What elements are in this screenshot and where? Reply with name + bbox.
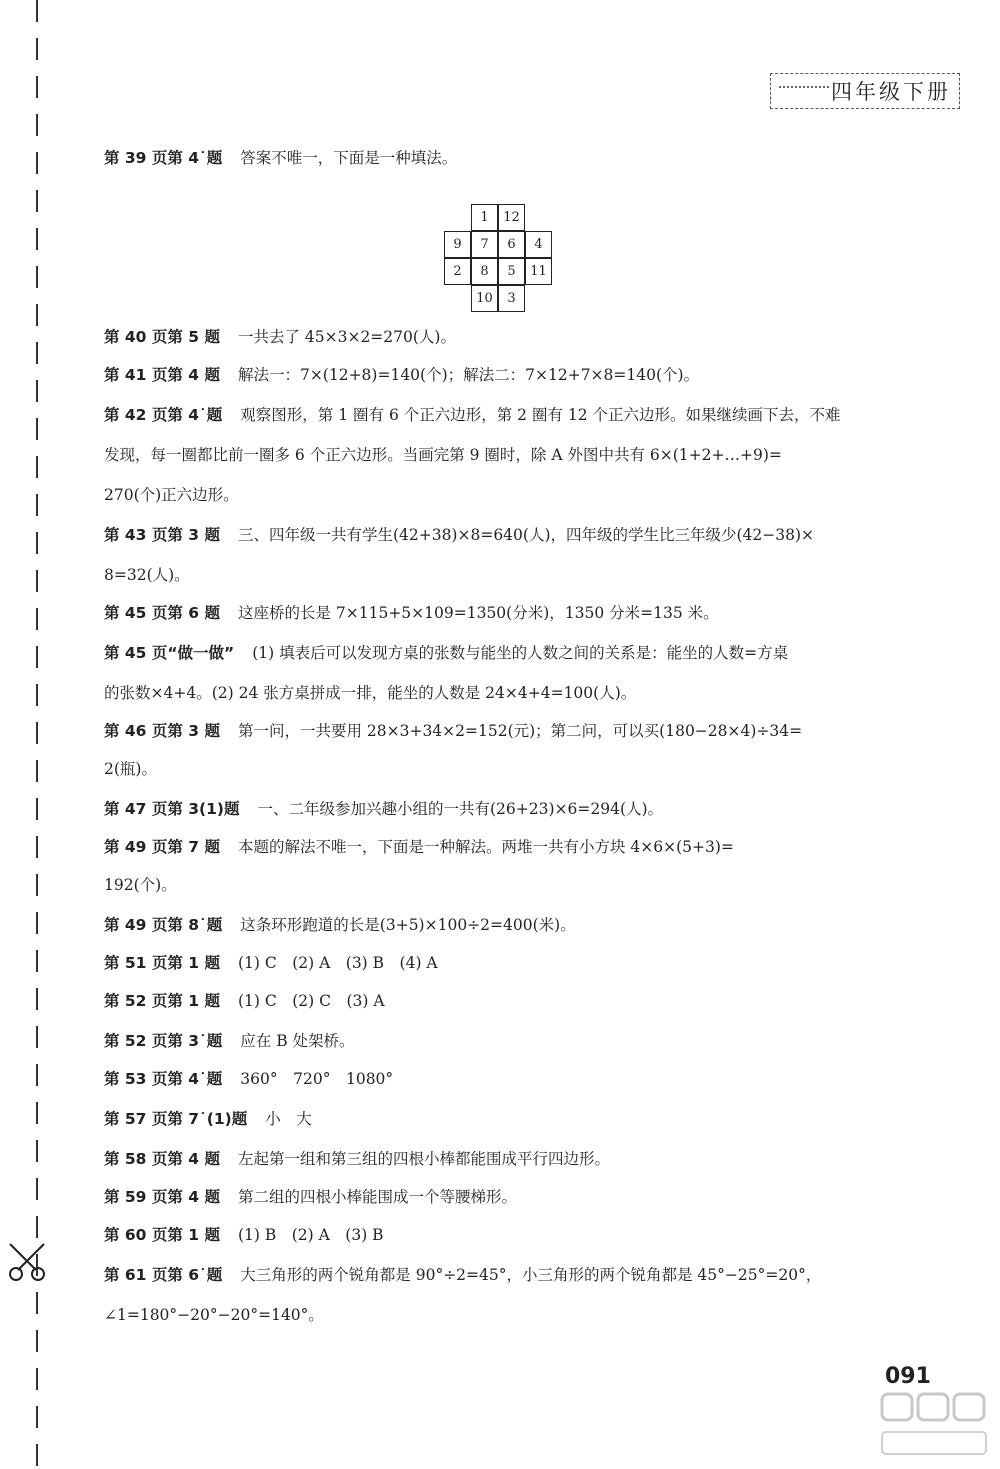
item-label: 第 40 页第 5 题 xyxy=(104,328,220,346)
item-text: 一共去了 45×3×2=270(人)。 xyxy=(237,328,456,346)
item-text: 第二组的四根小棒能围成一个等腰梯形。 xyxy=(237,1188,517,1206)
item-text: 本题的解法不唯一，下面是一种解法。两堆一共有小方块 4×6×(5+3)= xyxy=(237,838,734,856)
page-number: 091 xyxy=(885,1364,931,1389)
answer-item xyxy=(104,1265,904,1285)
item-label: 第 52 页第 3˙题 xyxy=(104,1032,223,1050)
answer-item xyxy=(104,915,904,935)
answer-item xyxy=(104,603,904,623)
item-text-continued: 8=32(人)。 xyxy=(104,566,190,584)
item-text: 第一问，一共要用 28×3+34×2=152(元)；第二问，可以买(180−28×4)÷34= xyxy=(237,722,803,740)
item-label: 第 59 页第 4 题 xyxy=(104,1188,220,1206)
grid-cell: 7 xyxy=(471,231,498,258)
item-text-continued: 192(个)。 xyxy=(104,876,177,894)
item-label: 第 53 页第 4˙题 xyxy=(104,1070,223,1088)
grade-header xyxy=(770,73,960,109)
answer-item xyxy=(104,1225,904,1245)
grid-cell: 3 xyxy=(498,285,525,312)
answer-item xyxy=(104,991,904,1011)
item-label: 第 49 页第 7 题 xyxy=(104,838,220,856)
answer-item xyxy=(104,837,904,857)
item-text: 答案不唯一，下面是一种填法。 xyxy=(240,149,458,167)
item-label: 第 42 页第 4˙题 xyxy=(104,406,223,424)
item-text: 这条环形跑道的长是(3+5)×100÷2=400(米)。 xyxy=(240,916,576,934)
item-label: 第 43 页第 3 题 xyxy=(104,526,220,544)
header-title: 四年级下册 xyxy=(831,80,951,104)
item-text: (1) C (2) C (3) A xyxy=(237,992,385,1010)
grid-cell: 4 xyxy=(525,231,552,258)
number-grid xyxy=(444,204,552,312)
item-text: 解法一：7×(12+8)=140(个)；解法二：7×12+7×8=140(个)。 xyxy=(237,366,700,384)
grid-cell: 11 xyxy=(525,258,552,285)
grid-cell: 8 xyxy=(471,258,498,285)
header-dots xyxy=(779,86,829,88)
scissors-icon xyxy=(6,1240,48,1282)
item-text: 360° 720° 1080° xyxy=(240,1070,394,1088)
item-text: 小 大 xyxy=(265,1110,312,1128)
answer-item xyxy=(104,1149,904,1169)
item-label: 第 46 页第 3 题 xyxy=(104,722,220,740)
item-label: 第 57 页第 7˙(1)题 xyxy=(104,1110,248,1128)
answer-item xyxy=(104,525,904,545)
item-label: 第 41 页第 4 题 xyxy=(104,366,220,384)
item-text: 应在 B 处架桥。 xyxy=(240,1032,355,1050)
item-label: 第 58 页第 4 题 xyxy=(104,1150,220,1168)
grid-cell: 9 xyxy=(444,231,471,258)
watermark-logo xyxy=(880,1390,992,1460)
answer-item xyxy=(104,327,904,347)
grid-cell: 6 xyxy=(498,231,525,258)
answer-item xyxy=(104,1031,904,1051)
item-text: 一、二年级参加兴趣小组的一共有(26+23)×6=294(人)。 xyxy=(257,800,664,818)
item-text-continued: ∠1=180°−20°−20°=140°。 xyxy=(104,1306,324,1324)
answer-item xyxy=(104,405,904,425)
item-text: 观察图形，第 1 圈有 6 个正六边形，第 2 圈有 12 个正六边形。如果继续画下去，不难 xyxy=(240,406,841,424)
grid-cell: 1 xyxy=(471,204,498,231)
item-label: 第 49 页第 8˙题 xyxy=(104,916,223,934)
item-label: 第 51 页第 1 题 xyxy=(104,954,220,972)
item-text-continued: 270(个)正六边形。 xyxy=(104,486,239,504)
grid-cell: 2 xyxy=(444,258,471,285)
answer-item xyxy=(104,643,904,663)
item-label: 第 39 页第 4˙题 xyxy=(104,149,223,167)
answer-item xyxy=(104,1109,904,1129)
answer-item xyxy=(104,148,904,168)
answer-item xyxy=(104,953,904,973)
item-text: 这座桥的长是 7×115+5×109=1350(分米)，1350 分米=135 米。 xyxy=(237,604,719,622)
item-text: (1) 填表后可以发现方桌的张数与能坐的人数之间的关系是：能坐的人数=方桌 xyxy=(252,644,789,662)
answer-item xyxy=(104,799,904,819)
item-label: 第 45 页“做一做” xyxy=(104,644,235,662)
grid-cell: 12 xyxy=(498,204,525,231)
answer-item xyxy=(104,721,904,741)
item-text-continued: 发现，每一圈都比前一圈多 6 个正六边形。当画完第 9 圈时，除 A 外图中共有 6×(1+2+…+9)= xyxy=(104,446,782,464)
answer-item xyxy=(104,1069,904,1089)
answer-item xyxy=(104,1187,904,1207)
item-label: 第 60 页第 1 题 xyxy=(104,1226,220,1244)
item-text-continued: 的张数×4+4。(2) 24 张方桌拼成一排，能坐的人数是 24×4+4=100(人)。 xyxy=(104,684,637,702)
item-label: 第 45 页第 6 题 xyxy=(104,604,220,622)
item-label: 第 52 页第 1 题 xyxy=(104,992,220,1010)
item-text: 大三角形的两个锐角都是 90°÷2=45°，小三角形的两个锐角都是 45°−25°=20°， xyxy=(240,1266,822,1284)
answer-item xyxy=(104,365,904,385)
item-label: 第 61 页第 6˙题 xyxy=(104,1266,223,1284)
item-text: (1) B (2) A (3) B xyxy=(237,1226,384,1244)
item-label: 第 47 页第 3(1)题 xyxy=(104,800,240,818)
item-text-continued: 2(瓶)。 xyxy=(104,760,157,778)
grid-cell: 5 xyxy=(498,258,525,285)
item-text: 左起第一组和第三组的四根小棒都能围成平行四边形。 xyxy=(237,1150,610,1168)
grid-cell: 10 xyxy=(471,285,498,312)
item-text: (1) C (2) A (3) B (4) A xyxy=(237,954,438,972)
item-text: 三、四年级一共有学生(42+38)×8=640(人)，四年级的学生比三年级少(42−38)× xyxy=(237,526,815,544)
